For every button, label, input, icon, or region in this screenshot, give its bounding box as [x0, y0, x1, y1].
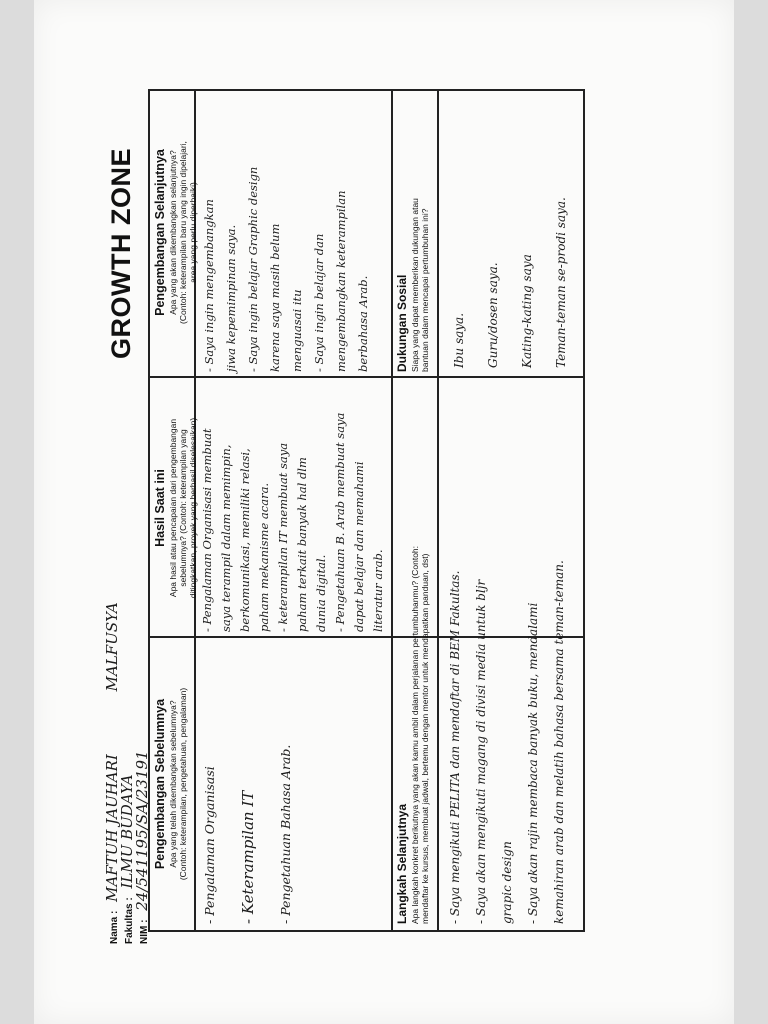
- grid-divider-2: [150, 377, 583, 379]
- list-item: paham terkait banyak hal dlm: [295, 457, 309, 632]
- list-item: - Pengalaman Organisasi: [202, 766, 217, 924]
- col1-header-line: [194, 638, 196, 930]
- pengembangan-sebelumnya-desc-2: (Contoh: keterampilan, pengetahuan, pengalaman): [178, 687, 188, 881]
- grid-row-divider: [391, 91, 393, 930]
- list-item: - Saya mengikuti PELITA dan mendaftar di BEM Fakultas.: [448, 570, 462, 924]
- dukungan-sosial-desc-2: bantuan dalam mencapai pertumbuhan ini?: [420, 208, 430, 372]
- hasil-saat-ini-desc-2: sebelumnya? (Contoh: keterampilan yang: [178, 429, 188, 587]
- pengembangan-selanjutnya-desc-1: Apa yang akan dikembangkan selanjutnya?: [168, 150, 178, 315]
- list-item: - Keterampilan IT: [239, 790, 257, 924]
- pengembangan-sebelumnya-heading: Pengembangan Sebelumnya: [153, 698, 167, 870]
- list-item: dunia digital.: [314, 554, 328, 632]
- pengembangan-selanjutnya-heading: Pengembangan Selanjutnya: [153, 149, 167, 316]
- pengembangan-sebelumnya-desc-1: Apa yang telah dikembangkan sebelumnya?: [168, 700, 178, 868]
- langkah-selanjutnya-desc-2: mendaftar ke kursus, membuat jadwal, bertemu dengan mentor untuk mendapatkan panduan, dst): [420, 553, 430, 924]
- list-item: grapic design: [500, 841, 514, 924]
- hasil-saat-ini-entries: [198, 382, 388, 632]
- pengembangan-selanjutnya-desc-3: area yang perlu diperbaiki): [188, 182, 198, 283]
- langkah-header-line: [437, 378, 439, 930]
- list-item: mengembangkan keterampilan: [334, 190, 348, 372]
- list-item: paham mekanisme acara.: [257, 482, 271, 632]
- list-item: berkomunikasi, memiliki relasi,: [238, 448, 252, 632]
- fakultas-value: ILMU BUDAYA: [118, 774, 136, 889]
- hasil-saat-ini-desc-3: ditingkatkan, proyek yang berhasil diselesaikan): [188, 417, 198, 599]
- list-item: Ibu saya.: [452, 312, 466, 368]
- dukungan-header-line: [437, 91, 439, 378]
- student-identity: [105, 602, 150, 944]
- list-item: - Saya akan mengikuti magang di divisi media untuk bljr: [474, 579, 488, 924]
- dukungan-sosial-entries: [442, 92, 578, 368]
- hasil-saat-ini-desc-1: Apa hasil atau pencapaian dari pengembangan: [168, 418, 178, 598]
- list-item: menguasai itu: [290, 289, 304, 372]
- list-item: - Saya ingin belajar Graphic design: [246, 166, 260, 372]
- list-item: - Saya akan rajin membaca banyak buku, mendalami: [526, 602, 540, 924]
- list-item: berbahasa Arab.: [356, 275, 370, 372]
- list-item: - keterampilan IT membuat saya: [276, 442, 290, 632]
- list-item: Guru/dosen saya.: [486, 262, 500, 368]
- dukungan-sosial-heading: Dukungan Sosial: [395, 274, 409, 372]
- nama-value: MAFTUH JAUHARI: [103, 754, 121, 902]
- dukungan-sosial-header: [395, 92, 430, 372]
- langkah-selanjutnya-desc-1: Apa langkah konkret berikutnya yang akan kamu ambil dalam perjalanan pertumbuhanmu? (Contoh:: [410, 545, 420, 924]
- list-item: Kating-kating saya: [520, 254, 534, 368]
- langkah-selanjutnya-entries: [442, 384, 572, 924]
- hasil-saat-ini-heading: Hasil Saat ini: [153, 469, 167, 547]
- nama-extra: MALFUSYA: [103, 602, 121, 692]
- langkah-selanjutnya-heading: Langkah Selanjutnya: [395, 803, 409, 924]
- list-item: jiwa kepemimpinan saya.: [224, 224, 238, 372]
- langkah-selanjutnya-header: [395, 384, 430, 924]
- nim-label: NIM :: [139, 919, 150, 944]
- list-item: - Pengetahuan B. Arab membuat saya: [333, 412, 347, 632]
- pengembangan-selanjutnya-header: [153, 87, 198, 378]
- langkah-selanjutnya-desc: [410, 384, 430, 924]
- pengembangan-selanjutnya-entries: [198, 92, 374, 372]
- hasil-saat-ini-header: [153, 378, 198, 638]
- page-title: GROWTH ZONE: [106, 148, 136, 359]
- list-item: saya terampil dalam memimpin,: [219, 444, 233, 632]
- pengembangan-sebelumnya-header: [153, 638, 188, 930]
- list-item: - Saya ingin belajar dan: [312, 233, 326, 372]
- dukungan-sosial-desc-1: Siapa yang dapat memberikan dukungan atau: [410, 198, 420, 372]
- pengembangan-sebelumnya-desc: [168, 638, 188, 930]
- hasil-saat-ini-desc: [168, 378, 198, 638]
- list-item: kemahiran arab dan melatih bahasa bersama teman-teman.: [552, 560, 566, 924]
- list-item: literatur arab.: [371, 549, 385, 632]
- dukungan-sosial-desc: [410, 92, 430, 372]
- list-item: dapat belajar dan memahami: [352, 461, 366, 632]
- list-item: - Pengalaman Organisasi membuat: [200, 428, 214, 632]
- pengembangan-sebelumnya-entries: [198, 644, 298, 924]
- list-item: - Saya ingin mengembangkan: [202, 199, 216, 372]
- pengembangan-selanjutnya-desc: [168, 87, 198, 378]
- list-item: karena saya masih belum: [268, 223, 282, 372]
- fakultas-label: Fakultas :: [124, 897, 135, 944]
- growth-zone-grid: [148, 89, 585, 932]
- nim-value: 24/541195/SA/23191: [133, 750, 151, 911]
- list-item: - Pengetahuan Bahasa Arab.: [278, 744, 293, 924]
- pengembangan-selanjutnya-desc-2: (Contoh: keterampilan baru yang ingin dipelajari,: [178, 141, 188, 324]
- nama-label: Nama :: [109, 910, 120, 944]
- list-item: Teman-teman se-prodi saya.: [554, 197, 568, 368]
